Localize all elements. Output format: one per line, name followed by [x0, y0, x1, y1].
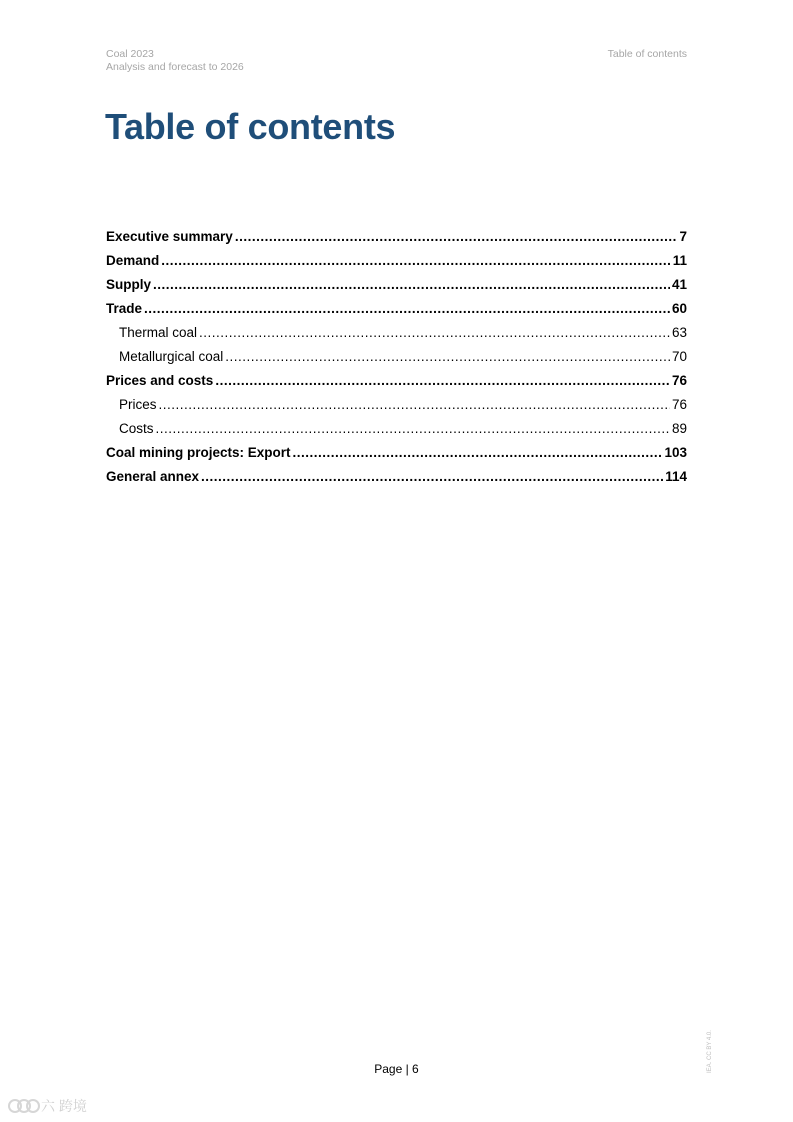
- toc-entry-label: Prices: [119, 397, 157, 412]
- toc-entry-prices-and-costs[interactable]: [106, 372, 687, 396]
- toc-entry-page: 70: [671, 349, 687, 364]
- toc-entry-page: 114: [665, 469, 687, 484]
- toc-entry-label: Supply: [106, 277, 152, 292]
- toc-entry-prices[interactable]: [106, 396, 687, 420]
- toc-entry-page: 41: [671, 277, 687, 292]
- dot-leader: [161, 252, 670, 270]
- dot-leader: [159, 396, 670, 414]
- watermark-text: 六 跨境: [41, 1098, 87, 1114]
- dot-leader: [293, 444, 663, 462]
- toc-entry-label: Costs: [119, 421, 154, 436]
- toc-entry-costs[interactable]: [106, 420, 687, 444]
- toc-entry-label: Trade: [106, 301, 143, 316]
- dot-leader: [235, 228, 678, 246]
- toc-entry-page: 7: [679, 229, 687, 244]
- toc-entry-trade[interactable]: [106, 300, 687, 324]
- toc-entry-coal-mining-projects-export[interactable]: [106, 444, 687, 468]
- toc-entry-page: 89: [671, 421, 687, 436]
- toc-entry-label: Prices and costs: [106, 373, 214, 388]
- running-header-left: [106, 48, 244, 74]
- toc-entry-label: General annex: [106, 469, 200, 484]
- toc-entry-page: 11: [672, 253, 687, 268]
- toc-entry-general-annex[interactable]: [106, 468, 687, 492]
- toc-entry-label: Thermal coal: [119, 325, 198, 340]
- dot-leader: [156, 420, 670, 438]
- toc-entry-label: Executive summary: [106, 229, 233, 244]
- toc-entry-thermal-coal[interactable]: [106, 324, 687, 348]
- table-of-contents: [106, 228, 687, 492]
- toc-entry-label: Coal mining projects: Export: [106, 445, 291, 460]
- dot-leader: [215, 372, 670, 390]
- dot-leader: [225, 348, 670, 366]
- document-title: Coal 2023: [106, 48, 154, 60]
- dot-leader: [199, 324, 670, 342]
- toc-entry-page: 76: [671, 373, 687, 388]
- toc-entry-label: Demand: [106, 253, 160, 268]
- toc-entry-page: 103: [664, 445, 687, 460]
- toc-entry-page: 60: [671, 301, 687, 316]
- watermark: [8, 1096, 87, 1116]
- toc-entry-demand[interactable]: [106, 252, 687, 276]
- toc-entry-page: 76: [671, 397, 687, 412]
- dot-leader: [153, 276, 670, 294]
- watermark-logo-icon: [8, 1098, 38, 1114]
- toc-entry-supply[interactable]: [106, 276, 687, 300]
- page-title: Table of contents: [105, 106, 396, 147]
- toc-entry-label: Metallurgical coal: [119, 349, 224, 364]
- toc-entry-executive-summary[interactable]: [106, 228, 687, 252]
- dot-leader: [201, 468, 663, 486]
- toc-entry-metallurgical-coal[interactable]: [106, 348, 687, 372]
- page-number: Page | 6: [374, 1062, 419, 1076]
- dot-leader: [144, 300, 670, 318]
- toc-entry-page: 63: [671, 325, 687, 340]
- document-subtitle: Analysis and forecast to 2026: [106, 61, 244, 73]
- license-credit: IEA. CC BY 4.0.: [707, 1030, 713, 1073]
- running-header-section: Table of contents: [607, 48, 687, 60]
